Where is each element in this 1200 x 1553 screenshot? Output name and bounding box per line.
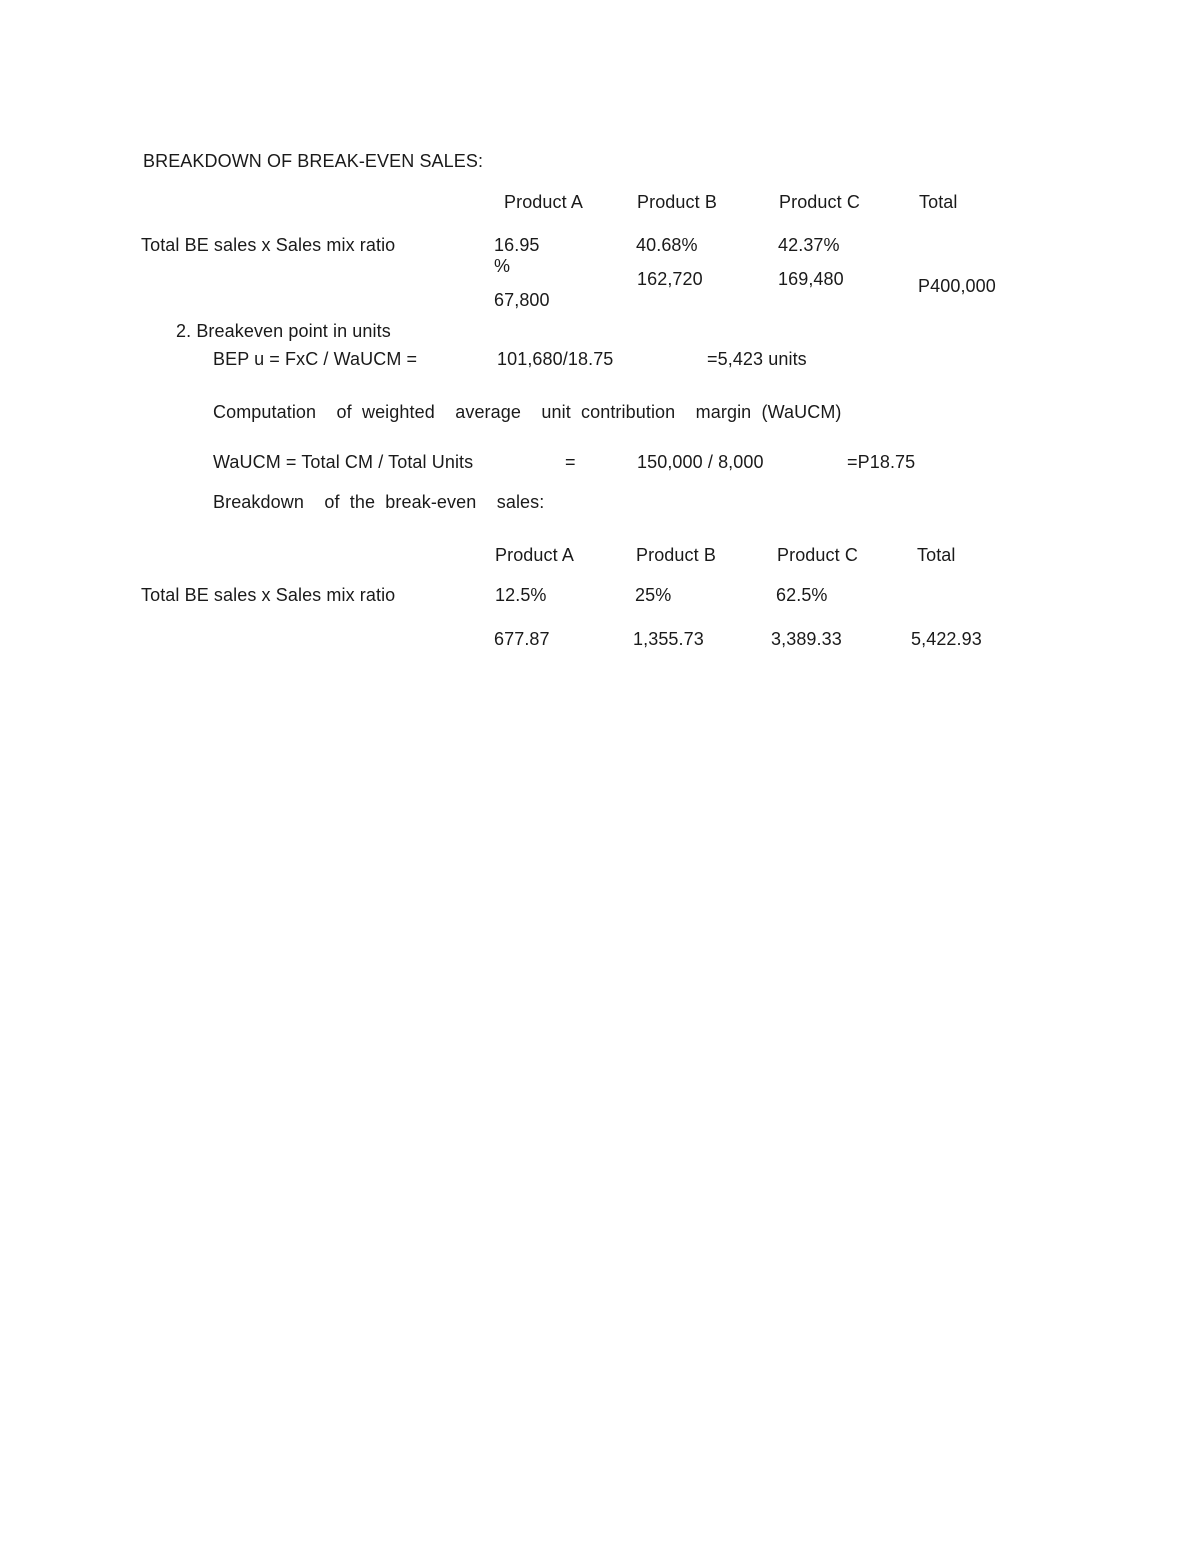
s2-header-product-a: Product A bbox=[495, 545, 574, 565]
s1-header-product-a: Product A bbox=[504, 192, 583, 212]
s2-ratio-a: 12.5% bbox=[495, 585, 547, 605]
s2-row-label: Total BE sales x Sales mix ratio bbox=[141, 585, 396, 605]
s1-ratio-c: 42.37% bbox=[778, 235, 840, 255]
section1-title: BREAKDOWN OF BREAK-EVEN SALES: bbox=[143, 151, 484, 171]
s2-amount-total: 5,422.93 bbox=[911, 629, 982, 649]
s2-waucm-eq: = bbox=[565, 452, 576, 472]
s2-amount-a: 677.87 bbox=[494, 629, 550, 649]
s2-header-total: Total bbox=[917, 545, 956, 565]
s1-amount-b: 162,720 bbox=[637, 269, 703, 289]
s2-header-product-c: Product C bbox=[777, 545, 858, 565]
s1-header-product-c: Product C bbox=[779, 192, 860, 212]
s1-header-total: Total bbox=[919, 192, 958, 212]
s2-amount-b: 1,355.73 bbox=[633, 629, 704, 649]
s2-computation-title: Computation of weighted average unit contribution margin (WaUCM) bbox=[213, 402, 842, 422]
s2-waucm-result: =P18.75 bbox=[847, 452, 916, 472]
s2-waucm-calc: 150,000 / 8,000 bbox=[637, 452, 764, 472]
s2-formula-label: BEP u = FxC / WaUCM = bbox=[213, 349, 418, 369]
s2-ratio-c: 62.5% bbox=[776, 585, 828, 605]
s2-formula-value: 101,680/18.75 bbox=[497, 349, 614, 369]
s2-header-product-b: Product B bbox=[636, 545, 716, 565]
s2-ratio-b: 25% bbox=[635, 585, 672, 605]
s1-row-label: Total BE sales x Sales mix ratio bbox=[141, 235, 396, 255]
s1-amount-a: 67,800 bbox=[494, 290, 550, 310]
s2-waucm-label: WaUCM = Total CM / Total Units bbox=[213, 452, 474, 472]
s2-formula-result: =5,423 units bbox=[707, 349, 807, 369]
s1-ratio-a-line1: 16.95 bbox=[494, 235, 540, 255]
s1-header-product-b: Product B bbox=[637, 192, 717, 212]
s2-heading: 2. Breakeven point in units bbox=[176, 321, 391, 341]
s1-amount-c: 169,480 bbox=[778, 269, 844, 289]
s2-breakdown-title: Breakdown of the break-even sales: bbox=[213, 492, 545, 512]
s1-amount-total: P400,000 bbox=[918, 276, 996, 296]
s1-ratio-b: 40.68% bbox=[636, 235, 698, 255]
s1-ratio-a-line2: % bbox=[494, 256, 511, 276]
s2-amount-c: 3,389.33 bbox=[771, 629, 842, 649]
